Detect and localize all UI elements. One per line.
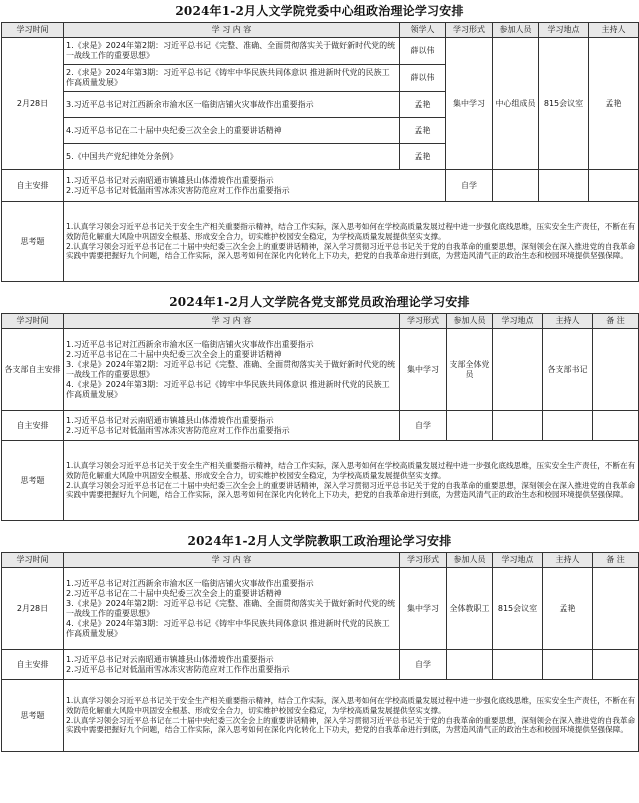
leader-cell: 孟艳 [400,118,446,144]
think-label: 思考题 [2,680,64,752]
think-row [2,441,639,521]
list-item: 2.习近平总书记在二十届中央纪委三次全会上的重要讲话精神 [66,349,282,359]
col-header-content: 学 习 内 容 [64,23,400,38]
list-item: 1.认真学习领会习近平总书记关于安全生产相关重要指示精神，结合工作实际，深入思考如何在学校高质量发展过程中进一步强化底线思维，压实安全生产责任，不断在有效防范化解重大风险中巩固安全根基、形成安全合力，切实维护校园安全稳定，为学校高质量发展提供坚实支撑。 [66,461,636,480]
col-header-participants: 参加人员 [493,23,539,38]
participants: 全体教职工 [447,568,493,650]
study-form: 集中学习 [400,329,447,411]
table-row [2,329,639,411]
col-header-time: 学习时间 [2,553,64,568]
content-list [64,568,400,650]
section-title: 2024年1-2月人文学院各党支部党员政治理论学习安排 [169,295,470,309]
list-item: 2.习近平总书记对低温雨雪冰冻灾害防范应对工作作出重要指示 [66,664,290,674]
list-item: 2.认真学习领会习近平总书记在二十届中央纪委三次全会上的重要讲话精神，深入学习贯彻习近平总书记关于党的自我革命的重要思想，深刻领会在深入推进党的自我革命实践中需要把握好九个问题，结合工作实际，深入思考如何在深化内化转化上下功夫，把党的自我革命进行到底，为营造风清气正的政治生态和校园环境提供坚强保障。 [66,480,636,500]
col-header-host: 主持人 [543,553,593,568]
self-study-content [64,170,446,202]
study-form: 集中学习 [446,38,493,170]
list-item: 2.习近平总书记对低温雨雪冰冻灾害防范应对工作作出重要指示 [66,185,290,195]
think-content [64,680,639,752]
col-header-content: 学 习 内 容 [64,553,400,568]
self-study-label: 自主安排 [2,650,64,680]
section-title: 2024年1-2月人文学院教职工政治理论学习安排 [187,534,452,548]
col-header-participants: 参加人员 [447,553,493,568]
note [593,329,639,411]
leader-cell: 薛以伟 [400,38,446,65]
list-item: 1.习近平总书记对江西新余市渝水区一临街店铺火灾事故作出重要指示 [66,578,314,588]
self-study-label: 自主安排 [2,411,64,441]
leader-cell: 孟艳 [400,92,446,118]
table-row [2,568,639,650]
list-item: 2.习近平总书记在二十届中央纪委三次全会上的重要讲话精神 [66,588,282,598]
list-item: 2.认真学习领会习近平总书记在二十届中央纪委三次全会上的重要讲话精神，深入学习贯彻习近平总书记关于党的自我革命的重要思想，深刻领会在深入推进党的自我革命实践中需要把握好九个问题，结合工作实际，深入思考如何在深化内化转化上下功夫，把党的自我革命进行到底，为营造风清气正的政治生态和校园环境提供坚强保障。 [66,715,636,735]
think-content [64,202,639,282]
section-party-branches [0,291,639,521]
study-time: 各支部自主安排 [2,329,64,411]
col-header-leader: 领学人 [400,23,446,38]
section-faculty [0,530,639,752]
leader-cell: 薛以伟 [400,65,446,92]
participants: 支部全体党员 [447,329,493,411]
col-header-note: 备 注 [593,553,639,568]
self-study-label: 自主安排 [2,170,64,202]
content-item: 2.《求是》2024年第3期：习近平总书记《铸牢中华民族共同体意识 推进新时代党的民族工作高质量发展》 [64,65,400,92]
col-header-participants: 参加人员 [447,314,493,329]
self-study-row [2,170,639,202]
col-header-location: 学习地点 [493,314,543,329]
host: 孟艳 [589,38,639,170]
header-row [2,553,639,568]
schedule-table [1,552,639,752]
section-title: 2024年1-2月人文学院党委中心组政治理论学习安排 [175,4,464,18]
content-item: 5.《中国共产党纪律处分条例》 [64,144,400,170]
self-study-content [64,411,400,441]
think-row [2,680,639,752]
schedule-table [1,313,639,521]
content-list [64,329,400,411]
list-item: 4.《求是》2024年第3期：习近平总书记《铸牢中华民族共同体意识 推进新时代党的民族工作高质量发展》 [66,618,390,638]
study-form: 集中学习 [400,568,447,650]
list-item: 2.习近平总书记对低温雨雪冰冻灾害防范应对工作作出重要指示 [66,425,290,435]
location: 815会议室 [539,38,589,170]
header-row [2,314,639,329]
self-study-row [2,411,639,441]
col-header-location: 学习地点 [493,553,543,568]
col-header-form: 学习形式 [400,314,447,329]
self-study-form: 自学 [446,170,493,202]
list-item: 4.《求是》2024年第3期：习近平总书记《铸牢中华民族共同体意识 推进新时代党的民族工作高质量发展》 [66,379,390,399]
content-item: 4.习近平总书记在二十届中央纪委三次全会上的重要讲话精神 [64,118,400,144]
col-header-form: 学习形式 [446,23,493,38]
table-row [2,38,639,65]
content-item: 3.习近平总书记对江西新余市渝水区一临街店铺火灾事故作出重要指示 [64,92,400,118]
host: 各支部书记 [543,329,593,411]
col-header-host: 主持人 [589,23,639,38]
schedule-table [1,22,639,282]
think-label: 思考题 [2,441,64,521]
self-study-form: 自学 [400,650,447,680]
header-row [2,23,639,38]
location: 815会议室 [493,568,543,650]
participants: 中心组成员 [493,38,539,170]
host: 孟艳 [543,568,593,650]
list-item: 1.习近平总书记对江西新余市渝水区一临街店铺火灾事故作出重要指示 [66,339,314,349]
col-header-content: 学 习 内 容 [64,314,400,329]
list-item: 1.认真学习领会习近平总书记关于安全生产相关重要指示精神，结合工作实际，深入思考如何在学校高质量发展过程中进一步强化底线思维，压实安全生产责任，不断在有效防范化解重大风险中巩固安全根基、形成安全合力，切实维护校园安全稳定，为学校高质量发展提供坚实支撑。 [66,222,636,241]
list-item: 1.认真学习领会习近平总书记关于安全生产相关重要指示精神，结合工作实际，深入思考如何在学校高质量发展过程中进一步强化底线思维，压实安全生产责任，不断在有效防范化解重大风险中巩固安全根基、形成安全合力，切实维护校园安全稳定，为学校高质量发展提供坚实支撑。 [66,696,636,715]
list-item: 2.认真学习领会习近平总书记在二十届中央纪委三次全会上的重要讲话精神，深入学习贯彻习近平总书记关于党的自我革命的重要思想，深刻领会在深入推进党的自我革命实践中需要把握好九个问题，结合工作实际，深入思考如何在深化内化转化上下功夫，把党的自我革命进行到底，为营造风清气正的政治生态和校园环境提供坚强保障。 [66,241,636,261]
col-header-host: 主持人 [543,314,593,329]
list-item: 1.习近平总书记对云南昭通市镇雄县山体滑坡作出重要指示 [66,175,274,185]
list-item: 1.习近平总书记对云南昭通市镇雄县山体滑坡作出重要指示 [66,415,274,425]
list-item: 1.习近平总书记对云南昭通市镇雄县山体滑坡作出重要指示 [66,654,274,664]
think-content [64,441,639,521]
list-item: 3.《求是》2024年第2期：习近平总书记《完整、准确、全面贯彻落实关于做好新时代党的统一战线工作的重要思想》 [66,359,396,379]
col-header-form: 学习形式 [400,553,447,568]
col-header-time: 学习时间 [2,314,64,329]
think-row [2,202,639,282]
leader-cell: 孟艳 [400,144,446,170]
list-item: 3.《求是》2024年第2期：习近平总书记《完整、准确、全面贯彻落实关于做好新时代党的统一战线工作的重要思想》 [66,598,396,618]
content-item: 1.《求是》2024年第2期：习近平总书记《完整、准确、全面贯彻落实关于做好新时代党的统一战线工作的重要思想》 [64,38,400,65]
self-study-row [2,650,639,680]
self-study-form: 自学 [400,411,447,441]
study-date: 2月28日 [2,38,64,170]
self-study-content [64,650,400,680]
note [593,568,639,650]
section-center-group [0,0,639,282]
col-header-location: 学习地点 [539,23,589,38]
think-label: 思考题 [2,202,64,282]
col-header-note: 备 注 [593,314,639,329]
location [493,329,543,411]
col-header-time: 学习时间 [2,23,64,38]
study-date: 2月28日 [2,568,64,650]
